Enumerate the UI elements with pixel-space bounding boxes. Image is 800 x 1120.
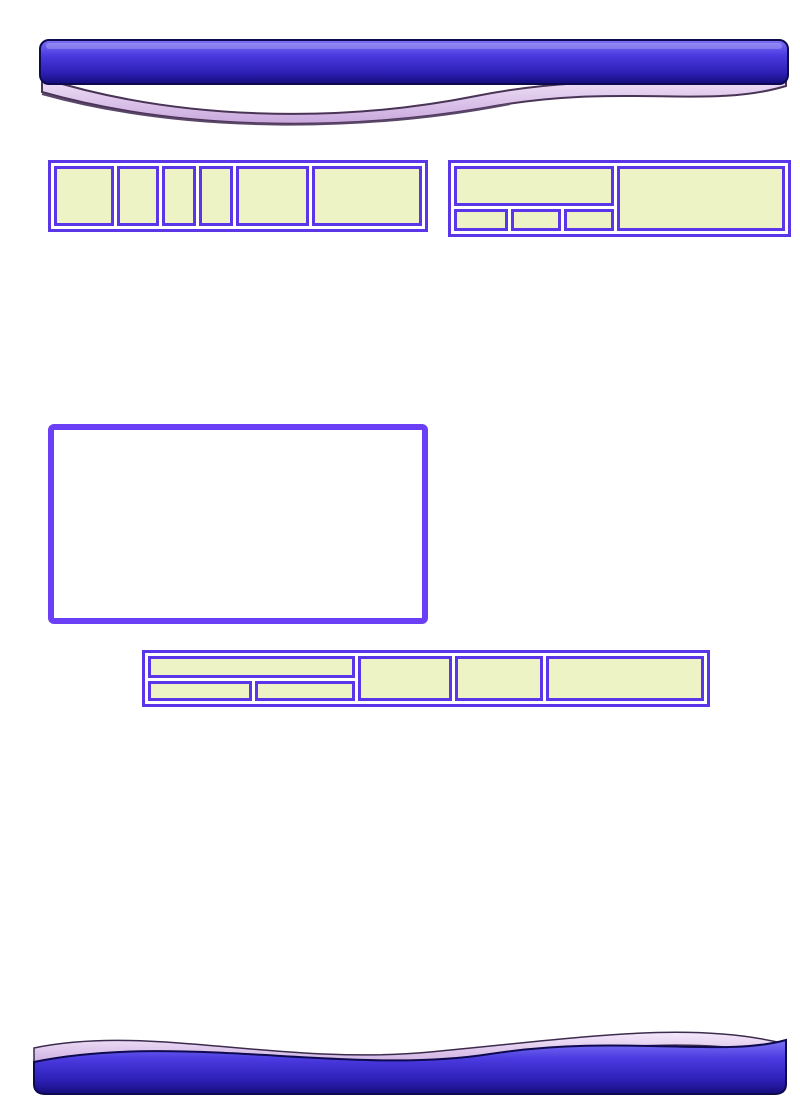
students-table bbox=[448, 160, 791, 237]
footer-banner bbox=[30, 1020, 790, 1098]
banner-ribbon-graphic bbox=[36, 36, 792, 132]
students-header-male bbox=[564, 209, 614, 231]
top-banner bbox=[36, 36, 792, 132]
footer-ribbon-graphic bbox=[30, 1020, 790, 1098]
students-header-college bbox=[617, 166, 785, 231]
students-header-group bbox=[454, 166, 614, 206]
libraries-header-arabic bbox=[255, 681, 355, 701]
banner-bar-highlight bbox=[46, 43, 782, 49]
residents-bar-chart bbox=[64, 437, 412, 623]
cities-header-residents bbox=[54, 166, 114, 226]
cities-header-buildings bbox=[199, 166, 233, 226]
libraries-header-halls bbox=[358, 656, 452, 701]
cities-header-name bbox=[312, 166, 422, 226]
cities-header-beds bbox=[117, 166, 159, 226]
libraries-header-row1 bbox=[148, 656, 704, 678]
cities-header-location bbox=[236, 166, 308, 226]
libraries-header-english bbox=[148, 681, 252, 701]
libraries-table bbox=[142, 650, 710, 707]
cities-table bbox=[48, 160, 428, 232]
students-header-total bbox=[454, 209, 508, 231]
students-header-row1 bbox=[454, 166, 785, 206]
cities-header-rooms bbox=[162, 166, 196, 226]
residents-chart-box bbox=[48, 424, 428, 624]
libraries-header-start-year bbox=[455, 656, 543, 701]
cities-header-row bbox=[54, 166, 422, 226]
libraries-header-books bbox=[148, 656, 355, 678]
students-header-female bbox=[511, 209, 561, 231]
libraries-header-college bbox=[546, 656, 704, 701]
